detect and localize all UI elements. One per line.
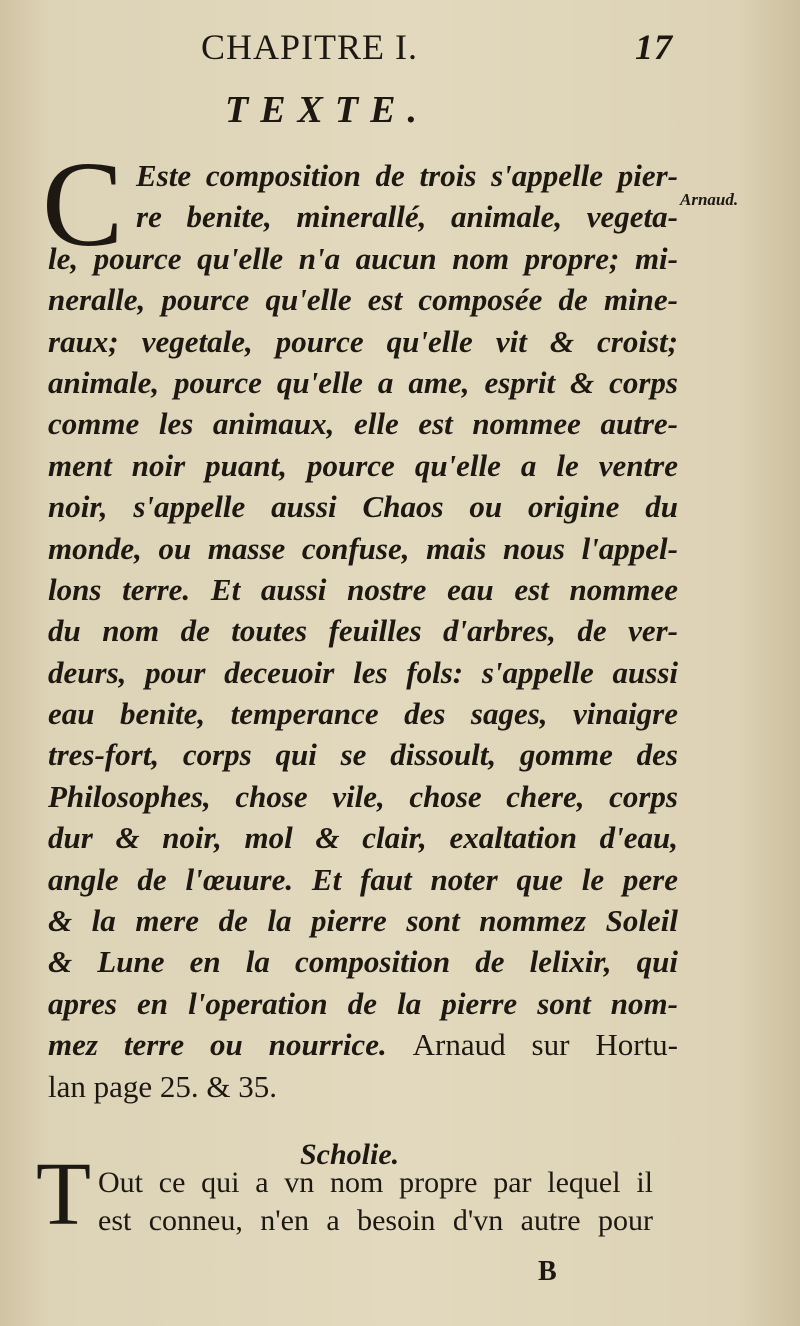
text-line: Este composition de trois s'appelle pier- (136, 158, 678, 193)
signature-mark: B (538, 1256, 557, 1287)
text-line: Philosophes, chose vile, chose chere, corps (48, 778, 678, 814)
text-line: neralle, pource qu'elle est composée de mine- (48, 282, 678, 318)
text-line-with-citation (48, 1024, 678, 1065)
page-number: 17 (635, 27, 673, 67)
drop-cap: T (36, 1145, 91, 1244)
text-line: ment noir puant, pource qu'elle a le ventre (48, 447, 678, 483)
text-line: lons terre. Et aussi nostre eau est nommee (48, 571, 678, 607)
running-title: CHAPITRE I. (201, 27, 418, 67)
text-line: & la mere de la pierre sont nommez Soleil (48, 903, 678, 939)
text-line: est conneu, n'en a besoin d'vn autre pour (98, 1204, 653, 1237)
text-line: re benite, minerallé, animale, vegeta- (136, 199, 678, 235)
margin-note: Arnaud. (680, 190, 739, 209)
text-line: Out ce qui a vn nom propre par lequel il (98, 1166, 653, 1199)
text-line: monde, ou masse confuse, mais nous l'appel- (48, 530, 678, 566)
text-line-end: mez terre ou nourrice. (48, 1027, 387, 1063)
text-line: deurs, pour deceuoir les fols: s'appelle aussi (48, 654, 678, 690)
text-line: animale, pource qu'elle a ame, esprit & corps (48, 364, 678, 400)
text-line: apres en l'operation de la pierre sont nom- (48, 985, 678, 1021)
text-line: le, pource qu'elle n'a aucun nom propre; mi- (48, 240, 678, 276)
text-line: noir, s'appelle aussi Chaos ou origine du (48, 489, 678, 525)
text-line: angle de l'œuure. Et faut noter que le pere (48, 861, 678, 897)
text-line: comme les animaux, elle est nommee autre- (48, 406, 678, 442)
text-line: & Lune en la composition de lelixir, qui (48, 944, 678, 980)
text-line: eau benite, temperance des sages, vinaigre (48, 696, 678, 732)
citation-continued: lan page 25. & 35. (48, 1068, 278, 1104)
text-line: raux; vegetale, pource qu'elle vit & croist; (48, 323, 678, 359)
scholie-heading: Scholie. (300, 1138, 400, 1171)
section-heading: TEXTE. (225, 89, 429, 131)
text-line: dur & noir, mol & clair, exaltation d'eau, (48, 820, 678, 856)
main-text (48, 155, 678, 1107)
citation: Arnaud sur Hortu- (412, 1027, 678, 1063)
text-line: du nom de toutes feuilles d'arbres, de ver- (48, 613, 678, 649)
scholie-text (98, 1164, 653, 1240)
drop-cap: C (42, 137, 124, 272)
text-line: tres-fort, corps qui se dissoult, gomme des (48, 737, 678, 773)
page-header (195, 22, 675, 72)
